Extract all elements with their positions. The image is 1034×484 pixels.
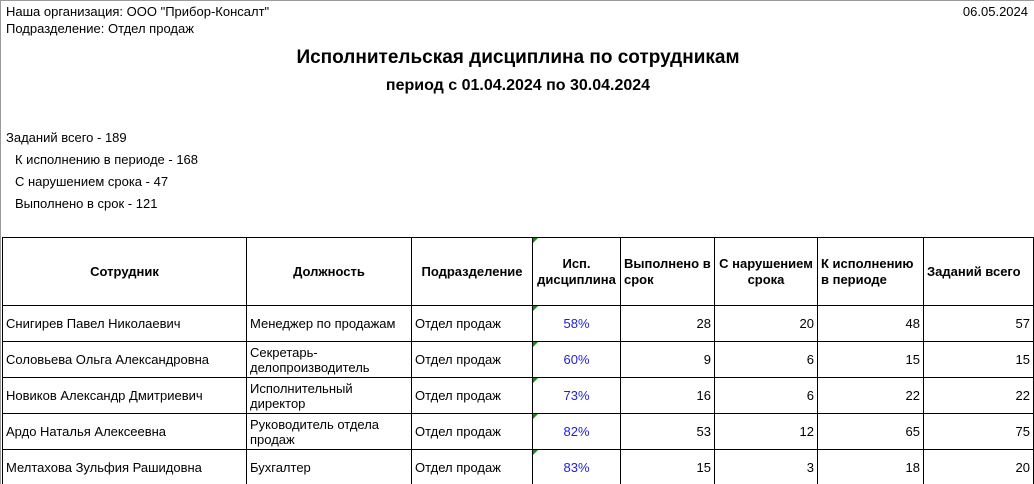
col-employee[interactable]: Сотрудник xyxy=(3,238,247,306)
department-label: Подразделение: Отдел продаж xyxy=(6,21,194,36)
cell-department: Отдел продаж xyxy=(412,450,533,484)
col-department[interactable]: Подразделение xyxy=(412,238,533,306)
summary-on-time: Выполнено в срок - 121 xyxy=(15,196,158,211)
cell-violated: 12 xyxy=(715,414,818,450)
cell-position: Руководитель отдела продаж xyxy=(247,414,412,450)
organization-label: Наша организация: ООО "Прибор-Консалт" xyxy=(6,4,270,19)
cell-in-period: 22 xyxy=(818,378,924,414)
summary-in-period: К исполнению в периоде - 168 xyxy=(15,152,199,167)
cell-violated: 3 xyxy=(715,450,818,484)
cell-discipline: 58% xyxy=(533,306,621,342)
table-row[interactable] xyxy=(3,414,1034,450)
cell-department: Отдел продаж xyxy=(412,306,533,342)
cell-total: 22 xyxy=(924,378,1034,414)
table-row[interactable] xyxy=(3,378,1034,414)
cell-in-period: 18 xyxy=(818,450,924,484)
cell-position: Бухгалтер xyxy=(247,450,412,484)
discipline-table xyxy=(2,237,1034,484)
cell-in-period: 15 xyxy=(818,342,924,378)
cell-total: 15 xyxy=(924,342,1034,378)
cell-employee: Соловьева Ольга Александровна xyxy=(3,342,247,378)
cell-employee: Снигирев Павел Николаевич xyxy=(3,306,247,342)
cell-on-time: 15 xyxy=(621,450,715,484)
cell-discipline: 82% xyxy=(533,414,621,450)
cell-violated: 20 xyxy=(715,306,818,342)
cell-discipline: 83% xyxy=(533,450,621,484)
cell-position: Менеджер по продажам xyxy=(247,306,412,342)
cell-violated: 6 xyxy=(715,378,818,414)
cell-on-time: 28 xyxy=(621,306,715,342)
cell-on-time: 9 xyxy=(621,342,715,378)
report-period: период с 01.04.2024 по 30.04.2024 xyxy=(385,77,651,94)
cell-discipline: 60% xyxy=(533,342,621,378)
table-row[interactable] xyxy=(3,306,1034,342)
cell-employee: Мелтахова Зульфия Рашидовна xyxy=(3,450,247,484)
col-discipline[interactable]: Исп. дисциплина xyxy=(533,238,621,306)
cell-on-time: 16 xyxy=(621,378,715,414)
cell-discipline: 73% xyxy=(533,378,621,414)
cell-total: 20 xyxy=(924,450,1034,484)
cell-total: 75 xyxy=(924,414,1034,450)
cell-violated: 6 xyxy=(715,342,818,378)
cell-in-period: 65 xyxy=(818,414,924,450)
col-in-period[interactable]: К исполнению в периоде xyxy=(818,238,924,306)
cell-employee: Новиков Александр Дмитриевич xyxy=(3,378,247,414)
report-title: Исполнительская дисциплина по сотрудникам xyxy=(296,47,740,68)
cell-in-period: 48 xyxy=(818,306,924,342)
cell-position: Секретарь-делопроизводитель xyxy=(247,342,412,378)
col-violated[interactable]: С нарушением срока xyxy=(715,238,818,306)
col-on-time[interactable]: Выполнено в срок xyxy=(621,238,715,306)
summary-total: Заданий всего - 189 xyxy=(6,130,127,145)
cell-department: Отдел продаж xyxy=(412,378,533,414)
table-row[interactable] xyxy=(3,342,1034,378)
summary-block xyxy=(6,129,198,217)
cell-on-time: 53 xyxy=(621,414,715,450)
cell-employee: Ардо Наталья Алексеевна xyxy=(3,414,247,450)
summary-violated: С нарушением срока - 47 xyxy=(15,174,169,189)
table-row[interactable] xyxy=(3,450,1034,484)
col-total[interactable]: Заданий всего xyxy=(924,238,1034,306)
cell-department: Отдел продаж xyxy=(412,414,533,450)
cell-position: Исполнительный директор xyxy=(247,378,412,414)
cell-department: Отдел продаж xyxy=(412,342,533,378)
cell-total: 57 xyxy=(924,306,1034,342)
col-position[interactable]: Должность xyxy=(247,238,412,306)
report-date: 06.05.2024 xyxy=(962,4,1028,19)
table-header-row xyxy=(3,238,1034,306)
